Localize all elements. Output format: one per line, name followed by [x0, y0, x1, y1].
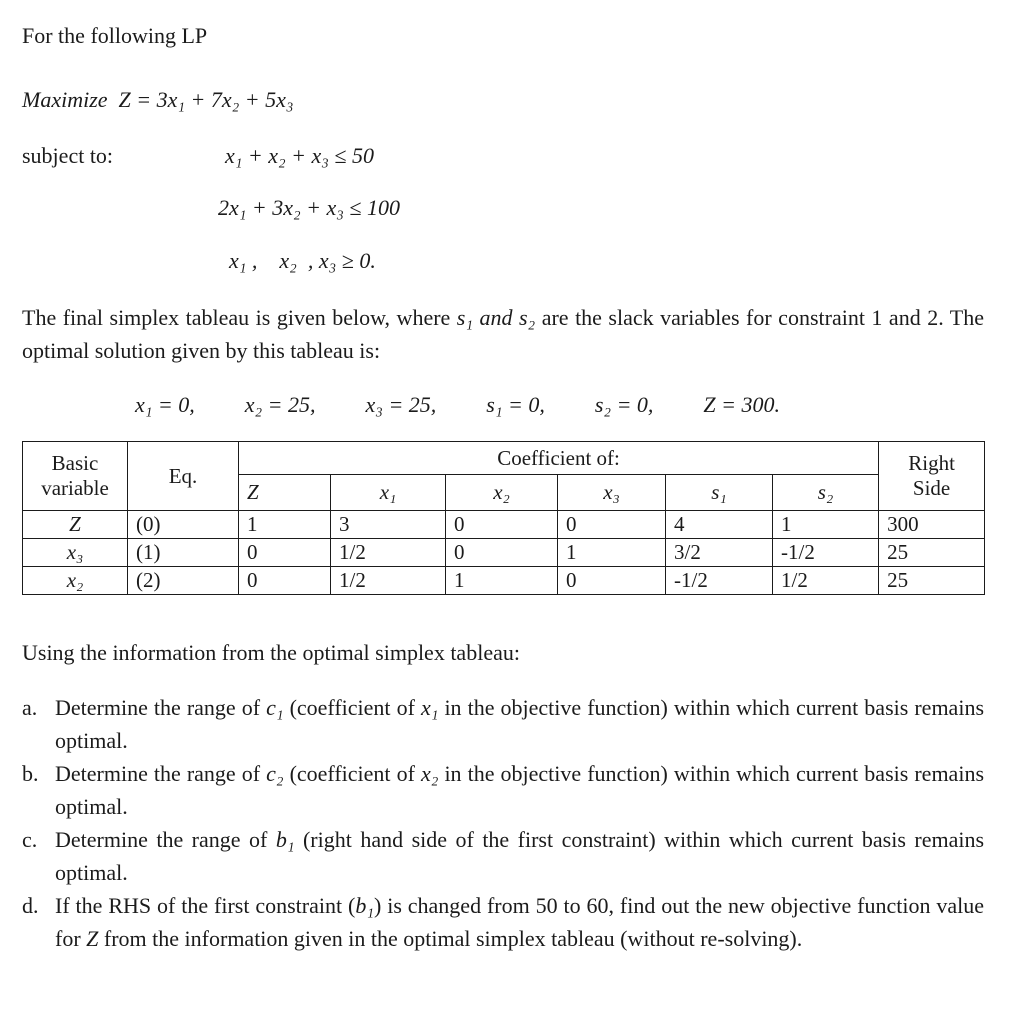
question-marker: d. [22, 893, 39, 918]
question-segment: from the information given in the optimal simplex tableau (without re-solving). [98, 926, 803, 951]
tableau-cell: 0 [239, 567, 331, 595]
tableau-cell: 3/2 [666, 539, 773, 567]
tableau-row [23, 539, 985, 567]
solution-term: x₁ = 0, [135, 392, 195, 417]
constraint-3: x₁ , x₂ , x₃ ≥ 0. [229, 248, 376, 273]
constraint-1: x₁ + x₂ + x₃ ≤ 50 [225, 143, 375, 168]
solution-term: Z = 300. [703, 392, 781, 417]
tableau-cell: 4 [666, 511, 773, 539]
tableau-cell: -1/2 [773, 539, 879, 567]
tableau-cell: 0 [446, 511, 558, 539]
question-segment: Determine the range of [55, 695, 267, 720]
tableau-cell: 300 [879, 511, 985, 539]
tableau-cell: 3 [331, 511, 446, 539]
header-col-x2: x₂ [446, 475, 558, 511]
question-marker: c. [22, 827, 38, 852]
slack-variables-term: s₁ and s₂ [456, 305, 536, 330]
using-info-text: Using the information from the optimal simplex tableau: [22, 640, 520, 665]
tableau-cell: Z [23, 511, 128, 539]
tableau-cell: 1/2 [331, 567, 446, 595]
tableau-row [23, 511, 985, 539]
math-term: c₂ [266, 761, 284, 786]
optimal-solution-line [22, 391, 984, 419]
tableau-cell: 0 [558, 511, 666, 539]
subject-to-row [22, 142, 984, 170]
question-item-a [22, 691, 984, 757]
header-coefficient-of: Coefficient of: [239, 442, 879, 475]
question-item-c [22, 823, 984, 889]
question-text [55, 889, 984, 955]
tableau-cell: 1 [558, 539, 666, 567]
question-text [55, 823, 984, 889]
question-marker: a. [22, 695, 38, 720]
solution-term: s₁ = 0, [486, 392, 545, 417]
constraint-2: 2x₁ + 3x₂ + x₃ ≤ 100 [218, 195, 401, 220]
math-term: c₁ [266, 695, 284, 720]
header-eq: Eq. [128, 442, 239, 511]
question-list [22, 691, 984, 955]
tableau-cell: 1 [239, 511, 331, 539]
tableau-description [22, 301, 984, 367]
tableau-description-part: The final simplex tableau is given below, where [22, 305, 457, 330]
question-segment: in the objective function) within which current basis remains optimal. [55, 761, 984, 819]
math-term: x₁ [420, 695, 439, 720]
question-item-d [22, 889, 984, 955]
objective-function: Maximize Z = 3x₁ + 7x₂ + 5x₃ [22, 87, 294, 112]
question-text [55, 757, 984, 823]
simplex-tableau [22, 441, 985, 595]
tableau-cell: 0 [446, 539, 558, 567]
tableau-description-part: are the slack variables for constraint 1 and 2. The optimal solution given by this tableau is: [22, 305, 984, 363]
tableau-cell: 1/2 [773, 567, 879, 595]
question-segment: (coefficient of [283, 761, 421, 786]
tableau-cell: 1 [773, 511, 879, 539]
tableau-cell: 1/2 [331, 539, 446, 567]
solution-term: s₂ = 0, [594, 392, 654, 417]
tableau-cell: -1/2 [666, 567, 773, 595]
tableau-cell: 0 [558, 567, 666, 595]
subject-to-label: subject to: [22, 143, 114, 168]
tableau-cell: 1 [446, 567, 558, 595]
question-segment: Determine the range of [55, 827, 276, 852]
math-term: Z [86, 926, 99, 951]
header-col-s2: s₂ [773, 475, 879, 511]
tableau-cell: (2) [128, 567, 239, 595]
question-segment: ) is changed from 50 to 60, find out the new objective function value for [55, 893, 984, 951]
tableau-cell: (0) [128, 511, 239, 539]
solution-term: x₃ = 25, [365, 392, 437, 417]
tableau-cell: x₃ [23, 539, 128, 567]
question-marker: b. [22, 761, 39, 786]
question-text [55, 691, 984, 757]
tableau-cell: x₂ [23, 567, 128, 595]
tableau-cell: 25 [879, 539, 985, 567]
header-right-side: Right Side [879, 442, 985, 511]
question-segment: If the RHS of the first constraint ( [55, 893, 356, 918]
tableau-header-row-1 [23, 442, 985, 475]
math-term: x₂ [420, 761, 439, 786]
question-item-b [22, 757, 984, 823]
header-col-x1: x₁ [331, 475, 446, 511]
math-term: b₁ [355, 893, 374, 918]
question-segment: Determine the range of [55, 761, 267, 786]
tableau-cell: (1) [128, 539, 239, 567]
header-basic-variable: Basic variable [23, 442, 128, 511]
header-col-x3: x₃ [558, 475, 666, 511]
tableau-cell: 0 [239, 539, 331, 567]
tableau-cell: 25 [879, 567, 985, 595]
question-segment: (coefficient of [283, 695, 421, 720]
header-col-z: Z [239, 475, 331, 511]
question-segment: in the objective function) within which current basis remains optimal. [55, 695, 984, 753]
intro-text: For the following LP [22, 23, 208, 48]
math-term: b₁ [275, 827, 295, 852]
tableau-row [23, 567, 985, 595]
solution-term: x₂ = 25, [244, 392, 316, 417]
question-segment: (right hand side of the first constraint) within which current basis remains optimal. [55, 827, 985, 885]
header-col-s1: s₁ [666, 475, 773, 511]
